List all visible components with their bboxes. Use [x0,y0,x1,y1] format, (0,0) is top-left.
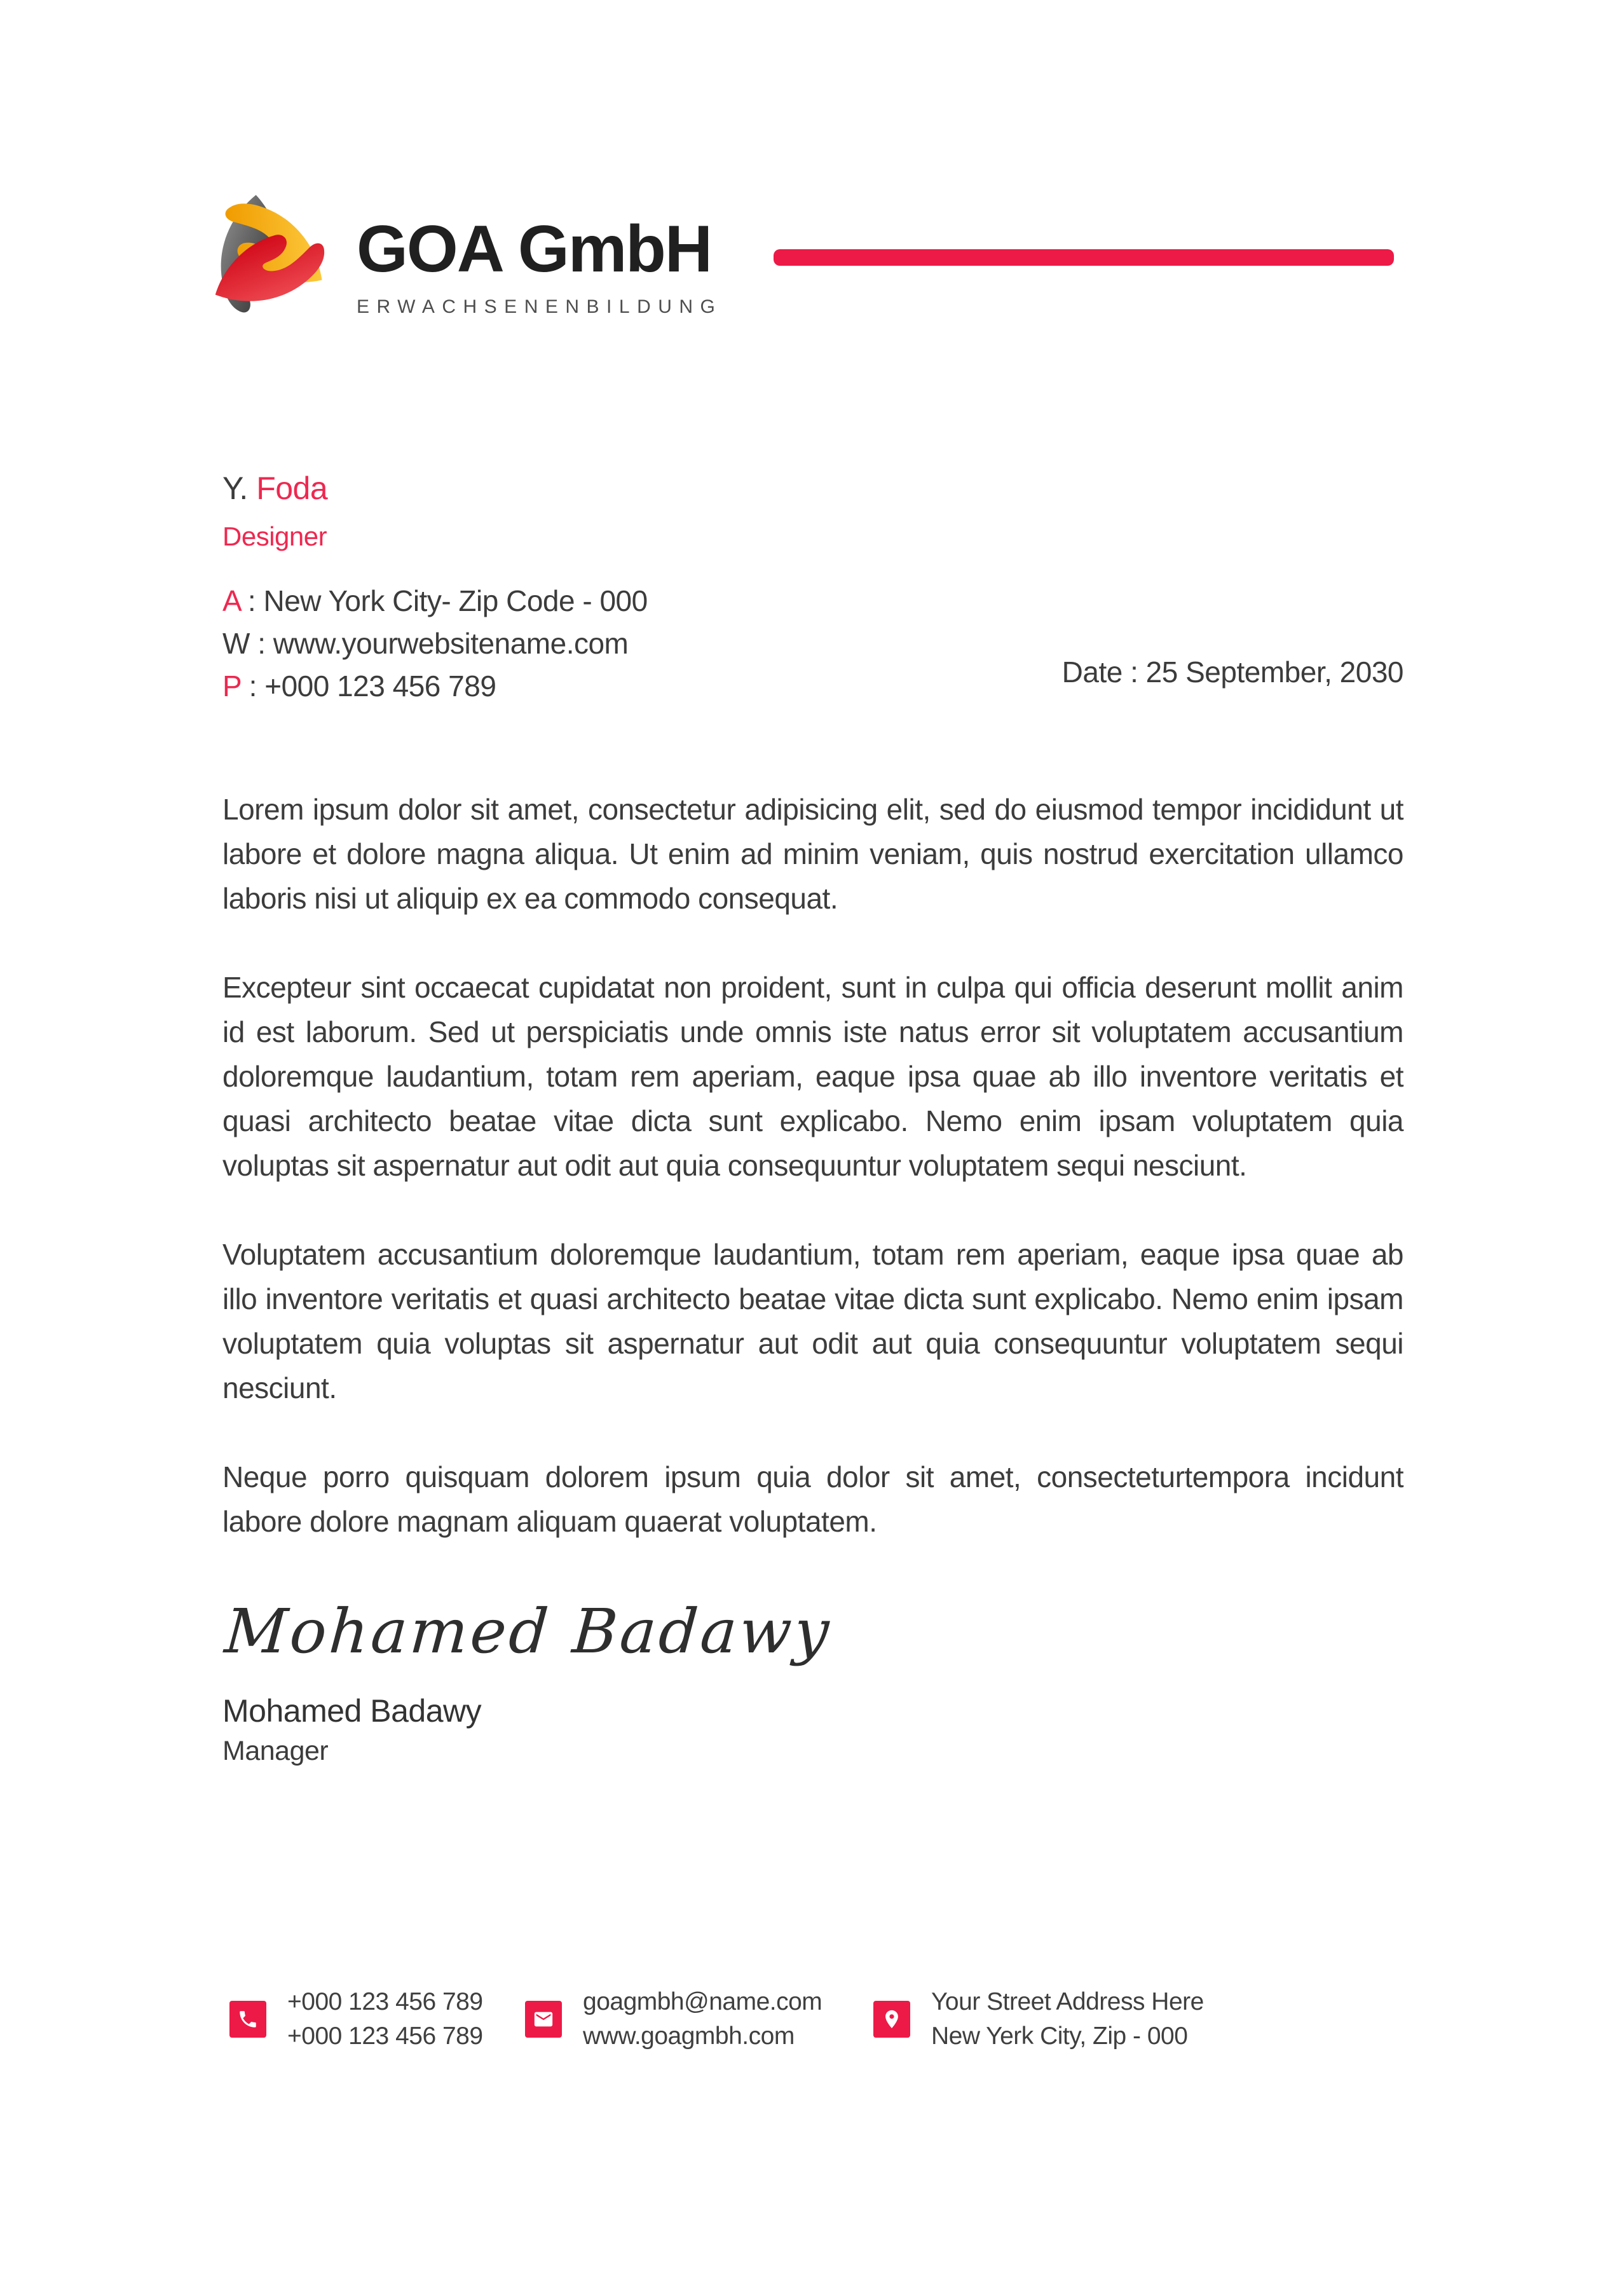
footer-phone-2: +000 123 456 789 [287,2022,483,2050]
flame-hands-logo-icon [198,189,331,324]
footer-address-1: Your Street Address Here [931,1988,1204,2015]
contact-line-website: W : www.yourwebsitename.com [222,627,629,660]
company-name: GOA GmbH [357,212,711,286]
contact-value-address: New York City- Zip Code - 000 [263,584,648,617]
footer-phone-1: +000 123 456 789 [287,1988,483,2015]
paragraph-2: Excepteur sint occaecat cupidatat non proident, sunt in culpa qui officia deserunt mollit anim id est laborum. Sed ut perspiciatis unde omnis iste natus error sit voluptatem accusantium doloremque laudantium, totam rem aperiam, eaque ipsa quae ab illo inventore veritatis et quasi architecto beatae vitae dicta sunt explicabo. Nemo enim ipsam voluptatem quia voluptas sit aspernatur aut odit aut quia consequuntur voluptatem sequi nesciunt. [222,971,1403,1182]
contact-line-address: A : New York City- Zip Code - 000 [222,584,648,617]
footer-website: www.goagmbh.com [583,2022,795,2050]
contact-value-phone: +000 123 456 789 [264,669,496,703]
header-accent-bar [774,249,1394,266]
paragraph-3: Voluptatem accusantium doloremque laudantium, totam rem aperiam, eaque ipsa quae ab illo inventore veritatis et quasi architecto beatae vitae dicta sunt explicabo. Nemo enim ipsam voluptatem quia voluptas sit aspernatur aut odit aut quia consequuntur voluptatem sequi nesciunt. [222,1238,1403,1404]
footer-email-column [525,1985,822,2054]
paragraph-4: Neque porro quisquam dolorem ipsum quia dolor sit amet, consecteturtempora incidunt labore dolore magnam aliquam quaerat voluptatem. [222,1460,1403,1538]
phone-icon [229,2001,266,2038]
contact-value-website: www.yourwebsitename.com [273,627,629,660]
recipient-name-main: Foda [256,470,328,506]
recipient-name [222,470,648,506]
footer-phone-lines [287,1985,483,2054]
signer-name: Mohamed Badawy [222,1693,482,1729]
company-logo [198,189,331,327]
recipient-contact-lines [222,580,648,708]
company-logo-text [357,212,723,318]
signer-role: Manager [222,1736,329,1766]
signature-script: Mohamed Badawy [222,1596,834,1667]
footer-address-lines [931,1985,1204,2054]
recipient-block [222,470,648,708]
footer-address-2: New Yerk City, Zip - 000 [931,2022,1188,2050]
footer-email-lines [583,1985,822,2054]
footer-email: goagmbh@name.com [583,1988,822,2015]
contact-label-w: W [222,627,250,660]
location-icon [873,2001,910,2038]
contact-label-p: P [222,669,242,703]
contact-line-phone: P : +000 123 456 789 [222,669,496,703]
footer-phone-column [229,1985,483,2054]
letter-body [222,787,1403,1588]
contact-label-a: A [222,584,240,617]
paragraph-1: Lorem ipsum dolor sit amet, consectetur adipisicing elit, sed do eiusmod tempor incididunt ut labore et dolore magna aliqua. Ut enim ad minim veniam, quis nostrud exercitation ullamco laboris nisi ut aliquip ex ea commodo consequat. [222,793,1403,915]
date-line: Date : 25 September, 2030 [1061,655,1403,689]
email-icon [525,2001,562,2038]
recipient-title: Designer [222,521,327,551]
signature-block [222,1596,834,1767]
recipient-name-prefix: Y. [222,470,248,506]
company-tagline: ERWACHSENENBILDUNG [357,296,723,317]
footer-address-column [873,1985,1204,2054]
